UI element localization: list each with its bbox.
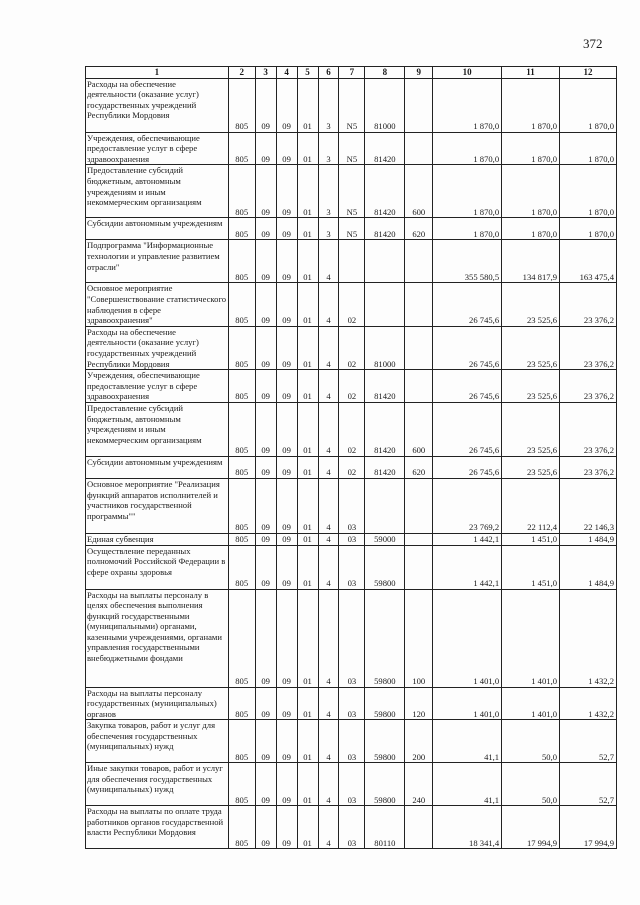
cell-c8 — [365, 478, 405, 533]
cell-c8: 59000 — [365, 533, 405, 545]
cell-c11: 1 451,0 — [502, 545, 560, 589]
table-row — [86, 370, 617, 403]
cell-c4: 09 — [276, 720, 297, 763]
cell-c3: 09 — [255, 720, 276, 763]
cell-c8: 59800 — [365, 687, 405, 720]
cell-c8: 81420 — [365, 165, 405, 218]
cell-c5: 01 — [297, 456, 318, 478]
cell-c9 — [405, 806, 433, 849]
cell-c12: 23 376,2 — [560, 326, 617, 369]
cell-c2: 805 — [228, 763, 255, 806]
table-row — [86, 720, 617, 763]
column-header-8: 8 — [365, 67, 405, 79]
cell-c4: 09 — [276, 687, 297, 720]
cell-c4: 09 — [276, 478, 297, 533]
cell-c7: 03 — [339, 763, 365, 806]
cell-c8 — [365, 240, 405, 283]
cell-c4: 09 — [276, 240, 297, 283]
row-name: Иные закупки товаров, работ и услуг для обеспечения государственных (муниципальных) нужд — [86, 763, 229, 806]
cell-c3: 09 — [255, 806, 276, 849]
cell-c6: 4 — [318, 370, 339, 403]
cell-c4: 09 — [276, 370, 297, 403]
cell-c9 — [405, 478, 433, 533]
cell-c8: 81420 — [365, 456, 405, 478]
cell-c11: 1 870,0 — [502, 78, 560, 132]
row-name: Основное мероприятие "Совершенствование статистического наблюдения в сфере здравоохранения" — [86, 283, 229, 326]
cell-c12: 17 994,9 — [560, 806, 617, 849]
cell-c3: 09 — [255, 533, 276, 545]
row-name: Единая субвенция — [86, 533, 229, 545]
cell-c6: 3 — [318, 132, 339, 165]
column-header-11: 11 — [502, 67, 560, 79]
cell-c9: 620 — [405, 218, 433, 240]
cell-c9: 620 — [405, 456, 433, 478]
cell-c6: 3 — [318, 78, 339, 132]
cell-c6: 4 — [318, 720, 339, 763]
column-header-3: 3 — [255, 67, 276, 79]
table-row — [86, 589, 617, 687]
cell-c10: 1 870,0 — [433, 78, 502, 132]
cell-c9 — [405, 240, 433, 283]
cell-c6: 4 — [318, 283, 339, 326]
cell-c12: 163 475,4 — [560, 240, 617, 283]
cell-c2: 805 — [228, 456, 255, 478]
cell-c12: 1 870,0 — [560, 132, 617, 165]
row-name: Подпрограмма "Информационные технологии и управление развитием отрасли" — [86, 240, 229, 283]
column-header-5: 5 — [297, 67, 318, 79]
cell-c10: 1 442,1 — [433, 533, 502, 545]
cell-c5: 01 — [297, 402, 318, 456]
cell-c7: 03 — [339, 478, 365, 533]
cell-c2: 805 — [228, 240, 255, 283]
cell-c12: 1 484,9 — [560, 545, 617, 589]
cell-c2: 805 — [228, 165, 255, 218]
cell-c11: 23 525,6 — [502, 456, 560, 478]
cell-c9: 200 — [405, 720, 433, 763]
cell-c5: 01 — [297, 132, 318, 165]
cell-c3: 09 — [255, 132, 276, 165]
cell-c7: N5 — [339, 132, 365, 165]
cell-c10: 41,1 — [433, 763, 502, 806]
cell-c5: 01 — [297, 763, 318, 806]
row-name: Учреждения, обеспечивающие предоставление услуг в сфере здравоохранения — [86, 370, 229, 403]
cell-c10: 26 745,6 — [433, 326, 502, 369]
cell-c4: 09 — [276, 806, 297, 849]
cell-c6: 4 — [318, 456, 339, 478]
cell-c3: 09 — [255, 456, 276, 478]
cell-c3: 09 — [255, 240, 276, 283]
cell-c4: 09 — [276, 283, 297, 326]
cell-c3: 09 — [255, 589, 276, 687]
cell-c9 — [405, 78, 433, 132]
cell-c5: 01 — [297, 165, 318, 218]
cell-c2: 805 — [228, 78, 255, 132]
row-name: Расходы на обеспечение деятельности (оказание услуг) государственных учреждений Республики Мордовия — [86, 326, 229, 369]
cell-c12: 1 870,0 — [560, 165, 617, 218]
cell-c7: 02 — [339, 283, 365, 326]
column-header-1: 1 — [86, 67, 229, 79]
cell-c2: 805 — [228, 687, 255, 720]
row-name: Субсидии автономным учреждениям — [86, 456, 229, 478]
row-name: Осуществление переданных полномочий Российской Федерации в сфере охраны здоровья — [86, 545, 229, 589]
cell-c12: 1 870,0 — [560, 78, 617, 132]
cell-c12: 1 432,2 — [560, 589, 617, 687]
cell-c4: 09 — [276, 456, 297, 478]
cell-c11: 50,0 — [502, 763, 560, 806]
row-name: Расходы на выплаты персоналу государственных (муниципальных) органов — [86, 687, 229, 720]
cell-c8: 59800 — [365, 763, 405, 806]
cell-c6: 4 — [318, 478, 339, 533]
table-row — [86, 763, 617, 806]
cell-c10: 1 870,0 — [433, 132, 502, 165]
cell-c3: 09 — [255, 218, 276, 240]
cell-c9: 100 — [405, 589, 433, 687]
cell-c12: 22 146,3 — [560, 478, 617, 533]
cell-c5: 01 — [297, 326, 318, 369]
cell-c2: 805 — [228, 720, 255, 763]
cell-c5: 01 — [297, 370, 318, 403]
cell-c7: 03 — [339, 720, 365, 763]
cell-c9 — [405, 533, 433, 545]
cell-c12: 23 376,2 — [560, 402, 617, 456]
cell-c9: 600 — [405, 402, 433, 456]
cell-c7: N5 — [339, 165, 365, 218]
table-row — [86, 478, 617, 533]
cell-c8: 81000 — [365, 326, 405, 369]
cell-c11: 23 525,6 — [502, 283, 560, 326]
table-row — [86, 132, 617, 165]
cell-c4: 09 — [276, 589, 297, 687]
row-name: Предоставление субсидий бюджетным, автономным учреждениям и иным некоммерческим организациям — [86, 402, 229, 456]
cell-c2: 805 — [228, 218, 255, 240]
cell-c7: 03 — [339, 589, 365, 687]
cell-c12: 1 432,2 — [560, 687, 617, 720]
cell-c4: 09 — [276, 326, 297, 369]
cell-c2: 805 — [228, 478, 255, 533]
cell-c9: 120 — [405, 687, 433, 720]
cell-c10: 41,1 — [433, 720, 502, 763]
row-name: Учреждения, обеспечивающие предоставление услуг в сфере здравоохранения — [86, 132, 229, 165]
cell-c7: 03 — [339, 687, 365, 720]
cell-c10: 1 442,1 — [433, 545, 502, 589]
cell-c5: 01 — [297, 78, 318, 132]
cell-c5: 01 — [297, 589, 318, 687]
cell-c8 — [365, 283, 405, 326]
cell-c2: 805 — [228, 589, 255, 687]
cell-c11: 1 870,0 — [502, 132, 560, 165]
column-header-2: 2 — [228, 67, 255, 79]
cell-c11: 1 401,0 — [502, 687, 560, 720]
cell-c7: N5 — [339, 218, 365, 240]
cell-c5: 01 — [297, 218, 318, 240]
cell-c10: 23 769,2 — [433, 478, 502, 533]
cell-c7: 02 — [339, 370, 365, 403]
cell-c5: 01 — [297, 687, 318, 720]
column-header-9: 9 — [405, 67, 433, 79]
cell-c10: 26 745,6 — [433, 283, 502, 326]
cell-c5: 01 — [297, 720, 318, 763]
cell-c5: 01 — [297, 478, 318, 533]
cell-c7: 02 — [339, 326, 365, 369]
table-row — [86, 218, 617, 240]
cell-c6: 4 — [318, 687, 339, 720]
cell-c10: 355 580,5 — [433, 240, 502, 283]
cell-c6: 4 — [318, 326, 339, 369]
cell-c3: 09 — [255, 545, 276, 589]
cell-c10: 26 745,6 — [433, 402, 502, 456]
cell-c4: 09 — [276, 132, 297, 165]
table-row — [86, 283, 617, 326]
cell-c3: 09 — [255, 165, 276, 218]
cell-c6: 4 — [318, 763, 339, 806]
table-row — [86, 456, 617, 478]
cell-c9 — [405, 370, 433, 403]
cell-c3: 09 — [255, 326, 276, 369]
row-name: Основное мероприятие "Реализация функций аппаратов исполнителей и участников государственной программы"" — [86, 478, 229, 533]
cell-c10: 1 870,0 — [433, 165, 502, 218]
cell-c12: 23 376,2 — [560, 283, 617, 326]
cell-c11: 22 112,4 — [502, 478, 560, 533]
row-name: Расходы на выплаты по оплате труда работников органов государственной власти Республики Мордовия — [86, 806, 229, 849]
header-row — [86, 67, 617, 79]
cell-c11: 23 525,6 — [502, 370, 560, 403]
cell-c4: 09 — [276, 763, 297, 806]
cell-c6: 4 — [318, 806, 339, 849]
table-row — [86, 165, 617, 218]
cell-c6: 4 — [318, 533, 339, 545]
cell-c4: 09 — [276, 218, 297, 240]
cell-c10: 26 745,6 — [433, 370, 502, 403]
cell-c6: 4 — [318, 589, 339, 687]
cell-c3: 09 — [255, 763, 276, 806]
cell-c4: 09 — [276, 402, 297, 456]
cell-c3: 09 — [255, 402, 276, 456]
cell-c11: 23 525,6 — [502, 326, 560, 369]
cell-c2: 805 — [228, 533, 255, 545]
cell-c7 — [339, 240, 365, 283]
row-name: Закупка товаров, работ и услуг для обеспечения государственных (муниципальных) нужд — [86, 720, 229, 763]
cell-c3: 09 — [255, 478, 276, 533]
column-header-6: 6 — [318, 67, 339, 79]
cell-c9: 600 — [405, 165, 433, 218]
cell-c5: 01 — [297, 240, 318, 283]
page-number: 372 — [583, 36, 603, 51]
cell-c4: 09 — [276, 545, 297, 589]
cell-c10: 1 870,0 — [433, 218, 502, 240]
row-name: Субсидии автономным учреждениям — [86, 218, 229, 240]
cell-c6: 4 — [318, 402, 339, 456]
cell-c11: 23 525,6 — [502, 402, 560, 456]
cell-c9 — [405, 132, 433, 165]
cell-c12: 1 484,9 — [560, 533, 617, 545]
cell-c4: 09 — [276, 533, 297, 545]
cell-c7: 02 — [339, 456, 365, 478]
table-row — [86, 545, 617, 589]
cell-c6: 4 — [318, 545, 339, 589]
cell-c8: 59800 — [365, 720, 405, 763]
cell-c8: 81420 — [365, 370, 405, 403]
table-row — [86, 402, 617, 456]
column-header-12: 12 — [560, 67, 617, 79]
cell-c6: 4 — [318, 240, 339, 283]
cell-c9 — [405, 545, 433, 589]
cell-c2: 805 — [228, 402, 255, 456]
cell-c11: 1 451,0 — [502, 533, 560, 545]
cell-c2: 805 — [228, 370, 255, 403]
cell-c3: 09 — [255, 283, 276, 326]
cell-c10: 1 401,0 — [433, 589, 502, 687]
cell-c2: 805 — [228, 806, 255, 849]
cell-c5: 01 — [297, 283, 318, 326]
row-name: Расходы на обеспечение деятельности (оказание услуг) государственных учреждений Республики Мордовия — [86, 78, 229, 132]
cell-c12: 23 376,2 — [560, 370, 617, 403]
cell-c5: 01 — [297, 533, 318, 545]
cell-c9: 240 — [405, 763, 433, 806]
cell-c4: 09 — [276, 78, 297, 132]
column-header-7: 7 — [339, 67, 365, 79]
column-header-4: 4 — [276, 67, 297, 79]
cell-c7: 02 — [339, 402, 365, 456]
cell-c9 — [405, 283, 433, 326]
cell-c3: 09 — [255, 78, 276, 132]
cell-c8: 59800 — [365, 545, 405, 589]
cell-c3: 09 — [255, 370, 276, 403]
table-row — [86, 240, 617, 283]
cell-c7: 03 — [339, 533, 365, 545]
cell-c8: 81000 — [365, 78, 405, 132]
cell-c2: 805 — [228, 132, 255, 165]
cell-c6: 3 — [318, 165, 339, 218]
budget-table — [85, 66, 617, 849]
cell-c4: 09 — [276, 165, 297, 218]
cell-c11: 50,0 — [502, 720, 560, 763]
cell-c5: 01 — [297, 545, 318, 589]
cell-c6: 3 — [318, 218, 339, 240]
cell-c10: 18 341,4 — [433, 806, 502, 849]
cell-c2: 805 — [228, 545, 255, 589]
cell-c12: 1 870,0 — [560, 218, 617, 240]
cell-c7: 03 — [339, 806, 365, 849]
column-header-10: 10 — [433, 67, 502, 79]
cell-c9 — [405, 326, 433, 369]
cell-c2: 805 — [228, 326, 255, 369]
cell-c12: 23 376,2 — [560, 456, 617, 478]
cell-c2: 805 — [228, 283, 255, 326]
cell-c11: 1 870,0 — [502, 218, 560, 240]
cell-c8: 80110 — [365, 806, 405, 849]
table-row — [86, 533, 617, 545]
cell-c7: N5 — [339, 78, 365, 132]
cell-c12: 52,7 — [560, 720, 617, 763]
cell-c10: 26 745,6 — [433, 456, 502, 478]
cell-c11: 1 401,0 — [502, 589, 560, 687]
table-row — [86, 326, 617, 369]
table-row — [86, 78, 617, 132]
cell-c11: 134 817,9 — [502, 240, 560, 283]
cell-c10: 1 401,0 — [433, 687, 502, 720]
cell-c11: 1 870,0 — [502, 165, 560, 218]
table-row — [86, 687, 617, 720]
cell-c7: 03 — [339, 545, 365, 589]
cell-c8: 81420 — [365, 132, 405, 165]
row-name: Предоставление субсидий бюджетным, автономным учреждениям и иным некоммерческим организациям — [86, 165, 229, 218]
cell-c3: 09 — [255, 687, 276, 720]
cell-c8: 81420 — [365, 402, 405, 456]
cell-c8: 81420 — [365, 218, 405, 240]
cell-c8: 59800 — [365, 589, 405, 687]
table-row — [86, 806, 617, 849]
row-name: Расходы на выплаты персоналу в целях обеспечения выполнения функций государственными (муниципальными) органами, казенными учреждениями, органами управления государственными внебюджетными фондами — [86, 589, 229, 687]
cell-c5: 01 — [297, 806, 318, 849]
cell-c11: 17 994,9 — [502, 806, 560, 849]
cell-c12: 52,7 — [560, 763, 617, 806]
